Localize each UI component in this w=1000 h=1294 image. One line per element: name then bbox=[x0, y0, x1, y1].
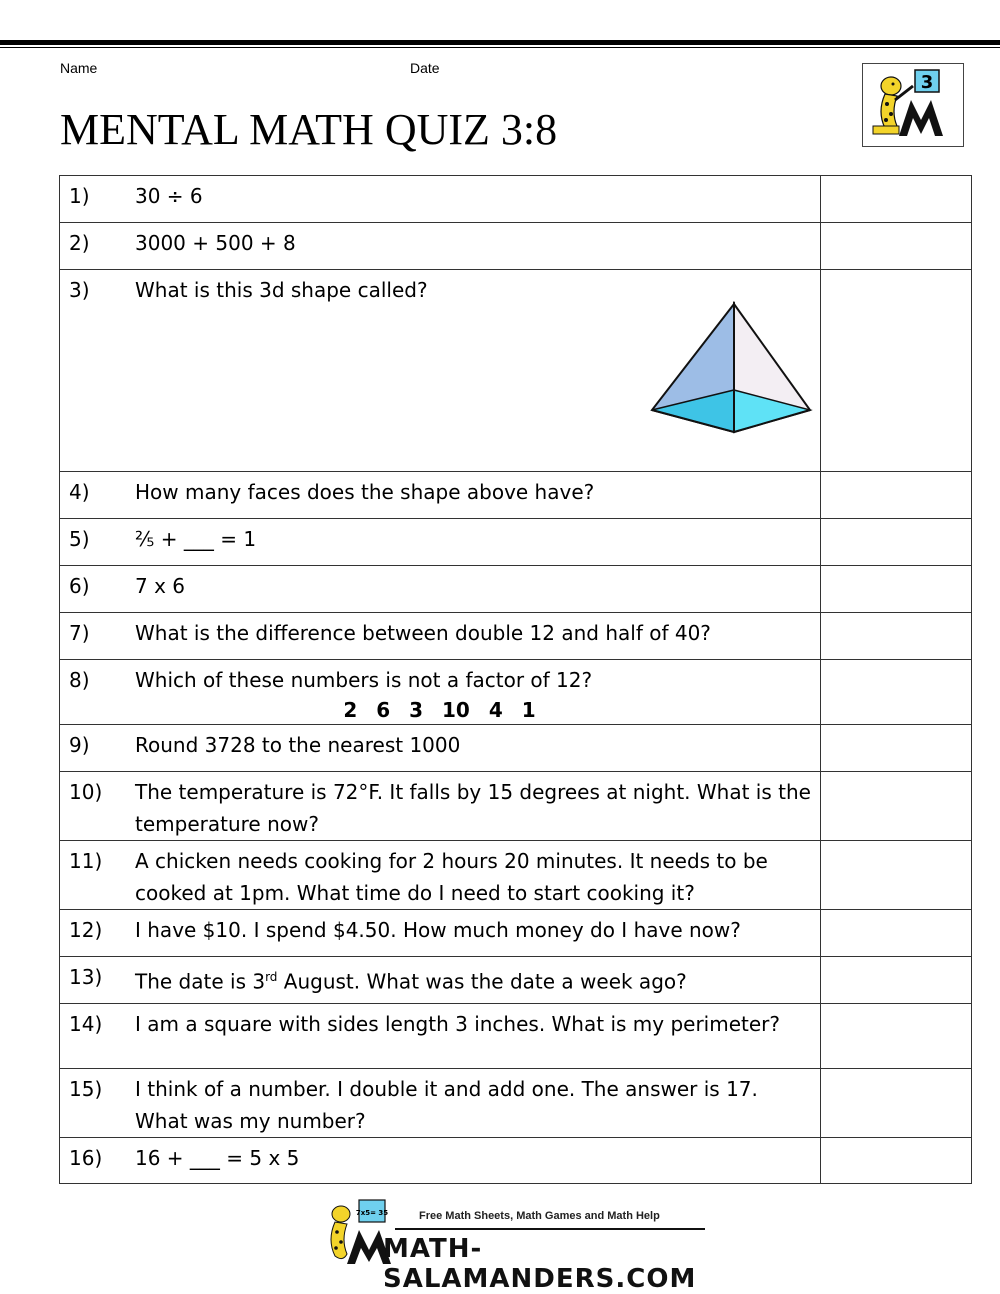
answer-cell[interactable] bbox=[821, 841, 972, 910]
answer-cell[interactable] bbox=[821, 566, 972, 613]
question-number: 5) bbox=[69, 527, 90, 551]
question-number: 4) bbox=[69, 480, 90, 504]
question-text: What is this 3d shape called? bbox=[135, 278, 428, 302]
quiz-table bbox=[59, 175, 972, 1184]
question-text: Round 3728 to the nearest 1000 bbox=[135, 733, 461, 757]
answer-cell[interactable] bbox=[821, 957, 972, 1004]
question-text bbox=[135, 957, 820, 998]
answer-cell[interactable] bbox=[821, 1004, 972, 1069]
question-number: 16) bbox=[69, 1146, 103, 1170]
answer-cell[interactable] bbox=[821, 472, 972, 519]
question-number: 3) bbox=[69, 278, 90, 302]
question-number: 7) bbox=[69, 621, 90, 645]
table-row bbox=[60, 270, 972, 472]
footer-brand bbox=[325, 1196, 710, 1294]
table-row bbox=[60, 841, 972, 910]
table-row bbox=[60, 176, 972, 223]
table-row bbox=[60, 566, 972, 613]
grade-logo bbox=[862, 63, 964, 147]
question-text: The temperature is 72°F. It falls by 15 degrees at night. What is the temperature now? bbox=[135, 780, 811, 836]
answer-cell[interactable] bbox=[821, 1138, 972, 1184]
grade-badge: 3 bbox=[920, 72, 934, 93]
question-text: 7 x 6 bbox=[135, 574, 185, 598]
answer-cell[interactable] bbox=[821, 176, 972, 223]
answer-cell[interactable] bbox=[821, 270, 972, 472]
question-text: What is the difference between double 12 and half of 40? bbox=[135, 621, 711, 645]
option-value: 10 bbox=[442, 698, 470, 722]
table-row bbox=[60, 660, 972, 725]
top-rule-thin bbox=[0, 47, 1000, 48]
answer-cell[interactable] bbox=[821, 1069, 972, 1138]
option-value: 3 bbox=[409, 698, 424, 722]
date-label: Date bbox=[410, 60, 440, 76]
question-number: 6) bbox=[69, 574, 90, 598]
answer-cell[interactable] bbox=[821, 725, 972, 772]
table-row bbox=[60, 725, 972, 772]
footer-tagline: Free Math Sheets, Math Games and Math Help bbox=[419, 1210, 660, 1222]
table-row bbox=[60, 1138, 972, 1184]
table-row bbox=[60, 1004, 972, 1069]
factor-options bbox=[59, 696, 820, 724]
question-number: 11) bbox=[69, 849, 103, 873]
option-value: 2 bbox=[343, 698, 358, 722]
square-pyramid-icon bbox=[650, 300, 814, 440]
name-label: Name bbox=[60, 60, 98, 76]
question-text: 3000 + 500 + 8 bbox=[135, 231, 296, 255]
footer-site-name[interactable]: MATH-SALAMANDERS.COM bbox=[383, 1234, 697, 1294]
table-row bbox=[60, 957, 972, 1004]
date-text-start: The date is 3 bbox=[135, 969, 266, 994]
answer-cell[interactable] bbox=[821, 223, 972, 270]
table-row bbox=[60, 519, 972, 566]
question-text: I am a square with sides length 3 inches. What is my perimeter? bbox=[135, 1012, 780, 1036]
answer-cell[interactable] bbox=[821, 772, 972, 841]
table-row bbox=[60, 613, 972, 660]
answer-cell[interactable] bbox=[821, 660, 972, 725]
question-number: 8) bbox=[69, 668, 90, 692]
table-row bbox=[60, 472, 972, 519]
question-number: 10) bbox=[69, 780, 103, 804]
question-text: ⅖ + ___ = 1 bbox=[135, 527, 257, 551]
table-row bbox=[60, 772, 972, 841]
option-value: 6 bbox=[376, 698, 391, 722]
question-text: I have $10. I spend $4.50. How much money do I have now? bbox=[135, 918, 741, 942]
table-row bbox=[60, 223, 972, 270]
question-text: Which of these numbers is not a factor of 12? bbox=[135, 668, 593, 692]
date-text-end: August. What was the date a week ago? bbox=[277, 969, 687, 994]
option-value: 1 bbox=[521, 698, 536, 722]
question-text: How many faces does the shape above have? bbox=[135, 480, 595, 504]
question-text: 30 ÷ 6 bbox=[135, 184, 203, 208]
salamander-logo-icon bbox=[863, 64, 963, 146]
question-text: I think of a number. I double it and add one. The answer is 17. What was my number? bbox=[135, 1077, 758, 1133]
answer-cell[interactable] bbox=[821, 519, 972, 566]
question-number: 1) bbox=[69, 184, 90, 208]
answer-cell[interactable] bbox=[821, 613, 972, 660]
question-number: 12) bbox=[69, 918, 103, 942]
option-value: 4 bbox=[488, 698, 503, 722]
footer-badge-text: 7x5= 35 bbox=[355, 1209, 389, 1217]
question-number: 14) bbox=[69, 1012, 103, 1036]
question-text: A chicken needs cooking for 2 hours 20 minutes. It needs to be cooked at 1pm. What time do I need to start cooking it? bbox=[135, 849, 768, 905]
question-number: 2) bbox=[69, 231, 90, 255]
question-number: 9) bbox=[69, 733, 90, 757]
question-number: 15) bbox=[69, 1077, 103, 1101]
top-rule-thick bbox=[0, 40, 1000, 45]
question-text: 16 + ___ = 5 x 5 bbox=[135, 1146, 300, 1170]
ordinal-suffix: rd bbox=[265, 970, 278, 984]
table-row bbox=[60, 1069, 972, 1138]
page-title: MENTAL MATH QUIZ 3:8 bbox=[60, 105, 558, 154]
answer-cell[interactable] bbox=[821, 910, 972, 957]
footer-divider bbox=[395, 1228, 705, 1230]
question-number: 13) bbox=[69, 965, 103, 989]
table-row bbox=[60, 910, 972, 957]
